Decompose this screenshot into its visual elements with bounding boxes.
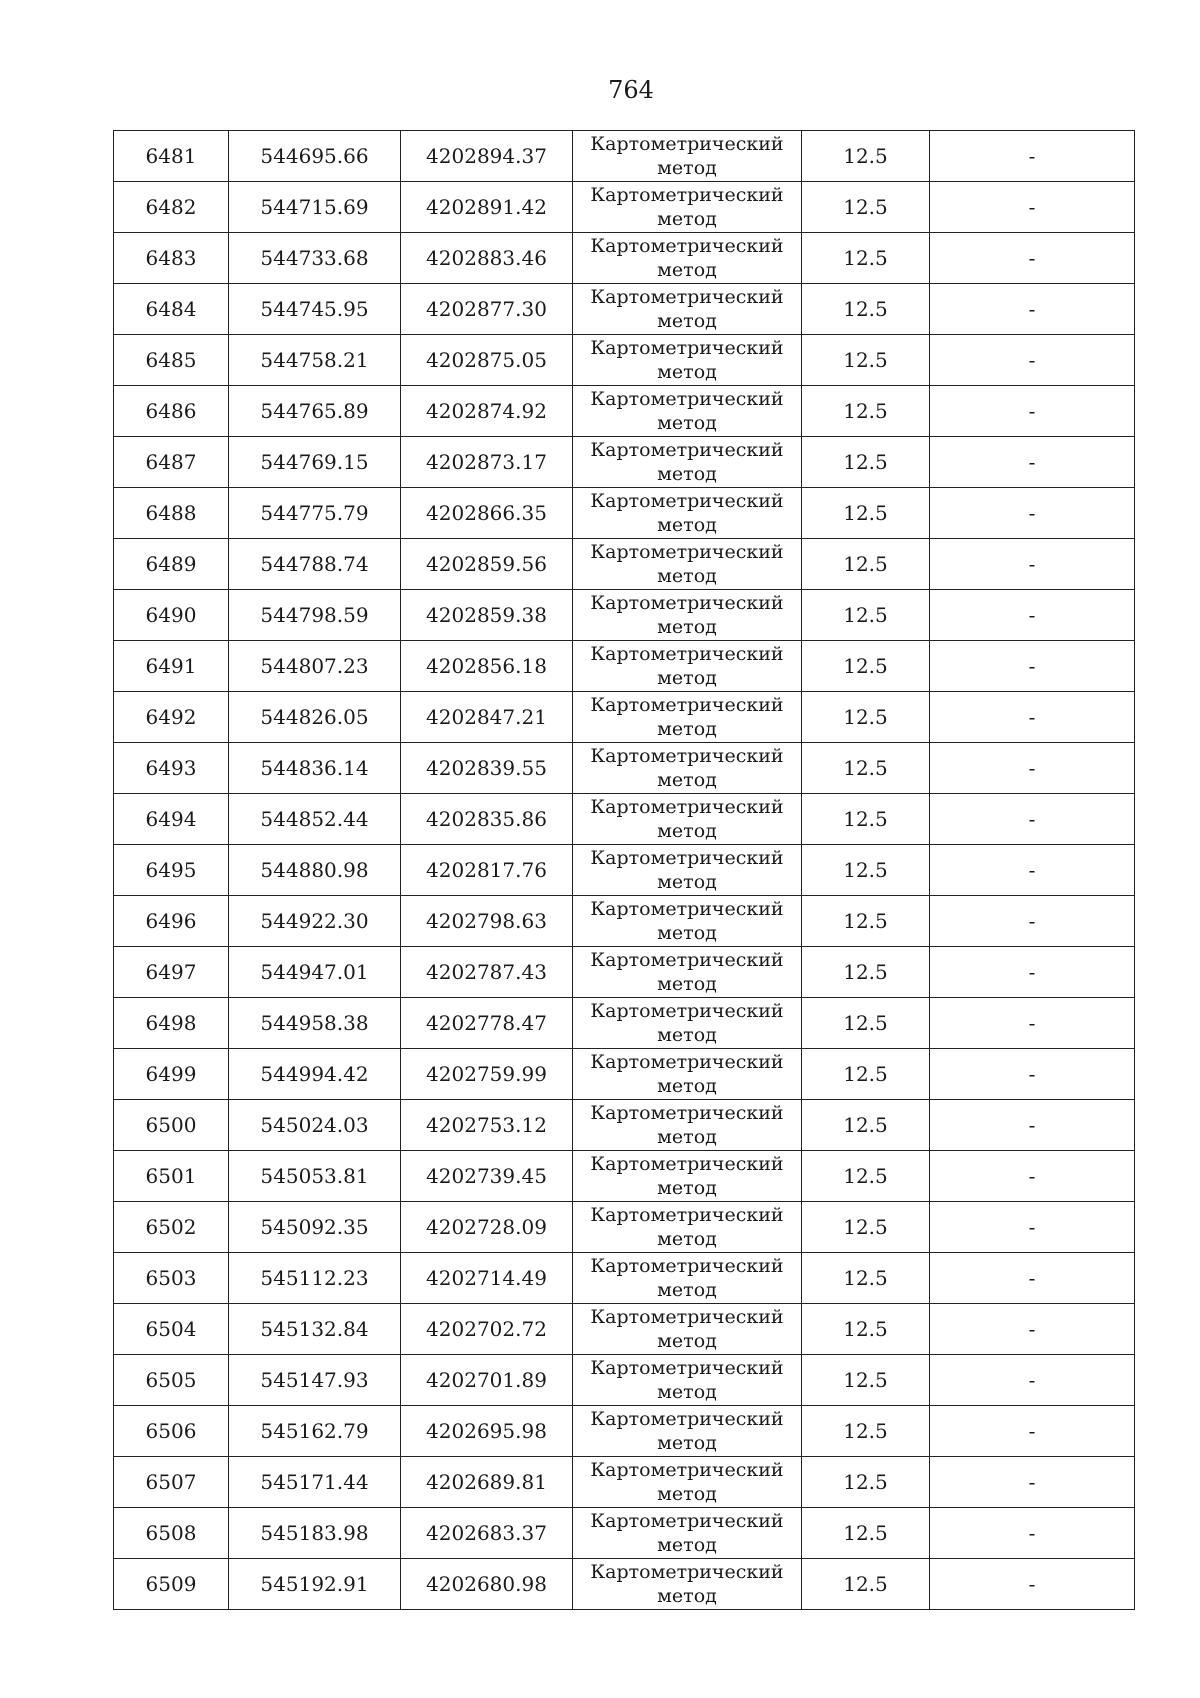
method-line-1: Картометрический — [590, 1459, 784, 1481]
note-cell: - — [930, 386, 1135, 437]
table-row — [114, 284, 1135, 335]
method-line-2: метод — [657, 1534, 717, 1556]
y-coordinate-cell: 4202689.81 — [401, 1457, 573, 1508]
method-line-2: метод — [657, 310, 717, 332]
note-cell: - — [930, 1457, 1135, 1508]
method-line-2: метод — [657, 820, 717, 842]
y-coordinate-cell: 4202695.98 — [401, 1406, 573, 1457]
y-coordinate-cell: 4202856.18 — [401, 641, 573, 692]
table-row — [114, 845, 1135, 896]
method-cell — [573, 794, 802, 845]
table-row — [114, 692, 1135, 743]
method-cell — [573, 1202, 802, 1253]
point-number-cell: 6487 — [114, 437, 229, 488]
method-cell — [573, 641, 802, 692]
point-number-cell: 6489 — [114, 539, 229, 590]
x-coordinate-cell: 545171.44 — [229, 1457, 401, 1508]
method-line-2: метод — [657, 616, 717, 638]
accuracy-cell: 12.5 — [802, 335, 930, 386]
method-cell — [573, 845, 802, 896]
point-number-cell: 6506 — [114, 1406, 229, 1457]
point-number-cell: 6490 — [114, 590, 229, 641]
point-number-cell: 6508 — [114, 1508, 229, 1559]
table-row — [114, 131, 1135, 182]
method-line-2: метод — [657, 565, 717, 587]
accuracy-cell: 12.5 — [802, 998, 930, 1049]
y-coordinate-cell: 4202877.30 — [401, 284, 573, 335]
note-cell: - — [930, 947, 1135, 998]
method-line-1: Картометрический — [590, 541, 784, 563]
method-line-2: метод — [657, 1381, 717, 1403]
x-coordinate-cell: 544715.69 — [229, 182, 401, 233]
method-line-2: метод — [657, 667, 717, 689]
point-number-cell: 6482 — [114, 182, 229, 233]
method-line-2: метод — [657, 1075, 717, 1097]
accuracy-cell: 12.5 — [802, 743, 930, 794]
table-row — [114, 794, 1135, 845]
note-cell: - — [930, 335, 1135, 386]
accuracy-cell: 12.5 — [802, 284, 930, 335]
point-number-cell: 6497 — [114, 947, 229, 998]
table-row — [114, 182, 1135, 233]
y-coordinate-cell: 4202891.42 — [401, 182, 573, 233]
table-row — [114, 1406, 1135, 1457]
note-cell: - — [930, 1049, 1135, 1100]
method-cell — [573, 335, 802, 386]
accuracy-cell: 12.5 — [802, 1559, 930, 1610]
table-row — [114, 386, 1135, 437]
note-cell: - — [930, 692, 1135, 743]
accuracy-cell: 12.5 — [802, 641, 930, 692]
table-row — [114, 1151, 1135, 1202]
y-coordinate-cell: 4202739.45 — [401, 1151, 573, 1202]
method-cell — [573, 1100, 802, 1151]
y-coordinate-cell: 4202817.76 — [401, 845, 573, 896]
point-number-cell: 6492 — [114, 692, 229, 743]
point-number-cell: 6493 — [114, 743, 229, 794]
x-coordinate-cell: 545112.23 — [229, 1253, 401, 1304]
y-coordinate-cell: 4202680.98 — [401, 1559, 573, 1610]
method-line-1: Картометрический — [590, 1102, 784, 1124]
coordinates-table — [113, 130, 1135, 1610]
method-line-2: метод — [657, 259, 717, 281]
method-line-1: Картометрический — [590, 643, 784, 665]
method-line-2: метод — [657, 1483, 717, 1505]
point-number-cell: 6486 — [114, 386, 229, 437]
method-cell — [573, 743, 802, 794]
table-row — [114, 1049, 1135, 1100]
x-coordinate-cell: 544758.21 — [229, 335, 401, 386]
method-line-1: Картометрический — [590, 388, 784, 410]
page-number: 764 — [608, 76, 654, 104]
accuracy-cell: 12.5 — [802, 233, 930, 284]
method-cell — [573, 437, 802, 488]
x-coordinate-cell: 545147.93 — [229, 1355, 401, 1406]
method-line-1: Картометрический — [590, 133, 784, 155]
table-row — [114, 1355, 1135, 1406]
method-cell — [573, 131, 802, 182]
point-number-cell: 6485 — [114, 335, 229, 386]
accuracy-cell: 12.5 — [802, 947, 930, 998]
accuracy-cell: 12.5 — [802, 1253, 930, 1304]
x-coordinate-cell: 544733.68 — [229, 233, 401, 284]
method-cell — [573, 182, 802, 233]
method-line-2: метод — [657, 1024, 717, 1046]
point-number-cell: 6488 — [114, 488, 229, 539]
table-row — [114, 947, 1135, 998]
table-row — [114, 998, 1135, 1049]
method-cell — [573, 1253, 802, 1304]
accuracy-cell: 12.5 — [802, 1457, 930, 1508]
accuracy-cell: 12.5 — [802, 131, 930, 182]
x-coordinate-cell: 544765.89 — [229, 386, 401, 437]
method-line-1: Картометрический — [590, 949, 784, 971]
note-cell: - — [930, 1406, 1135, 1457]
note-cell: - — [930, 131, 1135, 182]
x-coordinate-cell: 544798.59 — [229, 590, 401, 641]
point-number-cell: 6505 — [114, 1355, 229, 1406]
x-coordinate-cell: 544852.44 — [229, 794, 401, 845]
note-cell: - — [930, 284, 1135, 335]
y-coordinate-cell: 4202683.37 — [401, 1508, 573, 1559]
method-line-1: Картометрический — [590, 898, 784, 920]
note-cell: - — [930, 488, 1135, 539]
method-line-2: метод — [657, 361, 717, 383]
y-coordinate-cell: 4202875.05 — [401, 335, 573, 386]
point-number-cell: 6504 — [114, 1304, 229, 1355]
x-coordinate-cell: 545132.84 — [229, 1304, 401, 1355]
accuracy-cell: 12.5 — [802, 1406, 930, 1457]
accuracy-cell: 12.5 — [802, 1355, 930, 1406]
method-line-1: Картометрический — [590, 337, 784, 359]
method-line-1: Картометрический — [590, 1000, 784, 1022]
accuracy-cell: 12.5 — [802, 488, 930, 539]
method-line-1: Картометрический — [590, 184, 784, 206]
method-line-1: Картометрический — [590, 286, 784, 308]
point-number-cell: 6495 — [114, 845, 229, 896]
y-coordinate-cell: 4202894.37 — [401, 131, 573, 182]
method-cell — [573, 284, 802, 335]
note-cell: - — [930, 1508, 1135, 1559]
method-line-1: Картометрический — [590, 796, 784, 818]
method-line-1: Картометрический — [590, 1510, 784, 1532]
y-coordinate-cell: 4202859.56 — [401, 539, 573, 590]
note-cell: - — [930, 794, 1135, 845]
table-row — [114, 1253, 1135, 1304]
accuracy-cell: 12.5 — [802, 1100, 930, 1151]
method-line-1: Картометрический — [590, 1051, 784, 1073]
method-line-2: метод — [657, 208, 717, 230]
method-cell — [573, 947, 802, 998]
x-coordinate-cell: 544880.98 — [229, 845, 401, 896]
table-row — [114, 743, 1135, 794]
note-cell: - — [930, 1355, 1135, 1406]
x-coordinate-cell: 544695.66 — [229, 131, 401, 182]
accuracy-cell: 12.5 — [802, 692, 930, 743]
method-line-2: метод — [657, 1228, 717, 1250]
x-coordinate-cell: 544788.74 — [229, 539, 401, 590]
y-coordinate-cell: 4202835.86 — [401, 794, 573, 845]
accuracy-cell: 12.5 — [802, 896, 930, 947]
y-coordinate-cell: 4202883.46 — [401, 233, 573, 284]
method-line-1: Картометрический — [590, 592, 784, 614]
table-row — [114, 1304, 1135, 1355]
method-cell — [573, 896, 802, 947]
table-row — [114, 641, 1135, 692]
table-row — [114, 539, 1135, 590]
x-coordinate-cell: 544958.38 — [229, 998, 401, 1049]
table-row — [114, 437, 1135, 488]
x-coordinate-cell: 544745.95 — [229, 284, 401, 335]
x-coordinate-cell: 545183.98 — [229, 1508, 401, 1559]
x-coordinate-cell: 544922.30 — [229, 896, 401, 947]
note-cell: - — [930, 539, 1135, 590]
point-number-cell: 6481 — [114, 131, 229, 182]
table-row — [114, 1508, 1135, 1559]
method-line-1: Картометрический — [590, 1255, 784, 1277]
note-cell: - — [930, 845, 1135, 896]
note-cell: - — [930, 590, 1135, 641]
method-cell — [573, 1406, 802, 1457]
x-coordinate-cell: 545192.91 — [229, 1559, 401, 1610]
table-body — [114, 131, 1135, 1610]
x-coordinate-cell: 544947.01 — [229, 947, 401, 998]
y-coordinate-cell: 4202787.43 — [401, 947, 573, 998]
note-cell: - — [930, 182, 1135, 233]
accuracy-cell: 12.5 — [802, 182, 930, 233]
x-coordinate-cell: 544826.05 — [229, 692, 401, 743]
method-cell — [573, 488, 802, 539]
accuracy-cell: 12.5 — [802, 590, 930, 641]
y-coordinate-cell: 4202701.89 — [401, 1355, 573, 1406]
method-line-2: метод — [657, 922, 717, 944]
method-cell — [573, 539, 802, 590]
x-coordinate-cell: 544769.15 — [229, 437, 401, 488]
method-line-1: Картометрический — [590, 847, 784, 869]
method-line-2: метод — [657, 1585, 717, 1607]
method-cell — [573, 1508, 802, 1559]
method-line-2: метод — [657, 412, 717, 434]
note-cell: - — [930, 896, 1135, 947]
accuracy-cell: 12.5 — [802, 1508, 930, 1559]
accuracy-cell: 12.5 — [802, 845, 930, 896]
y-coordinate-cell: 4202873.17 — [401, 437, 573, 488]
note-cell: - — [930, 1559, 1135, 1610]
note-cell: - — [930, 1304, 1135, 1355]
method-line-1: Картометрический — [590, 490, 784, 512]
note-cell: - — [930, 998, 1135, 1049]
accuracy-cell: 12.5 — [802, 539, 930, 590]
y-coordinate-cell: 4202702.72 — [401, 1304, 573, 1355]
method-cell — [573, 386, 802, 437]
method-line-2: метод — [657, 463, 717, 485]
point-number-cell: 6509 — [114, 1559, 229, 1610]
method-line-1: Картометрический — [590, 1408, 784, 1430]
method-line-2: метод — [657, 157, 717, 179]
table-row — [114, 488, 1135, 539]
method-cell — [573, 1457, 802, 1508]
y-coordinate-cell: 4202839.55 — [401, 743, 573, 794]
table-row — [114, 590, 1135, 641]
x-coordinate-cell: 544836.14 — [229, 743, 401, 794]
y-coordinate-cell: 4202859.38 — [401, 590, 573, 641]
note-cell: - — [930, 233, 1135, 284]
y-coordinate-cell: 4202874.92 — [401, 386, 573, 437]
method-line-1: Картометрический — [590, 1306, 784, 1328]
method-line-2: метод — [657, 769, 717, 791]
method-cell — [573, 1559, 802, 1610]
method-line-2: метод — [657, 1126, 717, 1148]
method-cell — [573, 1049, 802, 1100]
note-cell: - — [930, 437, 1135, 488]
point-number-cell: 6503 — [114, 1253, 229, 1304]
table-row — [114, 1559, 1135, 1610]
method-cell — [573, 998, 802, 1049]
method-line-1: Картометрический — [590, 745, 784, 767]
method-cell — [573, 1355, 802, 1406]
method-cell — [573, 1151, 802, 1202]
y-coordinate-cell: 4202728.09 — [401, 1202, 573, 1253]
method-line-2: метод — [657, 718, 717, 740]
point-number-cell: 6499 — [114, 1049, 229, 1100]
table-row — [114, 1100, 1135, 1151]
note-cell: - — [930, 1202, 1135, 1253]
point-number-cell: 6483 — [114, 233, 229, 284]
point-number-cell: 6484 — [114, 284, 229, 335]
method-line-2: метод — [657, 1330, 717, 1352]
y-coordinate-cell: 4202759.99 — [401, 1049, 573, 1100]
table-row — [114, 1202, 1135, 1253]
method-line-1: Картометрический — [590, 235, 784, 257]
y-coordinate-cell: 4202778.47 — [401, 998, 573, 1049]
accuracy-cell: 12.5 — [802, 437, 930, 488]
accuracy-cell: 12.5 — [802, 1304, 930, 1355]
note-cell: - — [930, 1100, 1135, 1151]
method-line-1: Картометрический — [590, 1204, 784, 1226]
point-number-cell: 6498 — [114, 998, 229, 1049]
method-line-1: Картометрический — [590, 1357, 784, 1379]
method-cell — [573, 692, 802, 743]
point-number-cell: 6494 — [114, 794, 229, 845]
method-cell — [573, 590, 802, 641]
method-cell — [573, 1304, 802, 1355]
accuracy-cell: 12.5 — [802, 794, 930, 845]
note-cell: - — [930, 1151, 1135, 1202]
point-number-cell: 6507 — [114, 1457, 229, 1508]
note-cell: - — [930, 743, 1135, 794]
accuracy-cell: 12.5 — [802, 1151, 930, 1202]
x-coordinate-cell: 545024.03 — [229, 1100, 401, 1151]
accuracy-cell: 12.5 — [802, 386, 930, 437]
method-line-2: метод — [657, 1177, 717, 1199]
x-coordinate-cell: 544807.23 — [229, 641, 401, 692]
method-line-2: метод — [657, 1279, 717, 1301]
y-coordinate-cell: 4202753.12 — [401, 1100, 573, 1151]
table-row — [114, 1457, 1135, 1508]
method-line-1: Картометрический — [590, 439, 784, 461]
point-number-cell: 6496 — [114, 896, 229, 947]
y-coordinate-cell: 4202798.63 — [401, 896, 573, 947]
y-coordinate-cell: 4202847.21 — [401, 692, 573, 743]
point-number-cell: 6500 — [114, 1100, 229, 1151]
method-line-2: метод — [657, 871, 717, 893]
y-coordinate-cell: 4202866.35 — [401, 488, 573, 539]
method-line-1: Картометрический — [590, 1153, 784, 1175]
y-coordinate-cell: 4202714.49 — [401, 1253, 573, 1304]
note-cell: - — [930, 1253, 1135, 1304]
method-cell — [573, 233, 802, 284]
method-line-2: метод — [657, 514, 717, 536]
table-row — [114, 896, 1135, 947]
x-coordinate-cell: 544994.42 — [229, 1049, 401, 1100]
note-cell: - — [930, 641, 1135, 692]
x-coordinate-cell: 545053.81 — [229, 1151, 401, 1202]
method-line-1: Картометрический — [590, 1561, 784, 1583]
accuracy-cell: 12.5 — [802, 1202, 930, 1253]
point-number-cell: 6502 — [114, 1202, 229, 1253]
point-number-cell: 6491 — [114, 641, 229, 692]
method-line-2: метод — [657, 1432, 717, 1454]
point-number-cell: 6501 — [114, 1151, 229, 1202]
accuracy-cell: 12.5 — [802, 1049, 930, 1100]
table-row — [114, 233, 1135, 284]
table-row — [114, 335, 1135, 386]
x-coordinate-cell: 545162.79 — [229, 1406, 401, 1457]
x-coordinate-cell: 544775.79 — [229, 488, 401, 539]
method-line-2: метод — [657, 973, 717, 995]
x-coordinate-cell: 545092.35 — [229, 1202, 401, 1253]
method-line-1: Картометрический — [590, 694, 784, 716]
